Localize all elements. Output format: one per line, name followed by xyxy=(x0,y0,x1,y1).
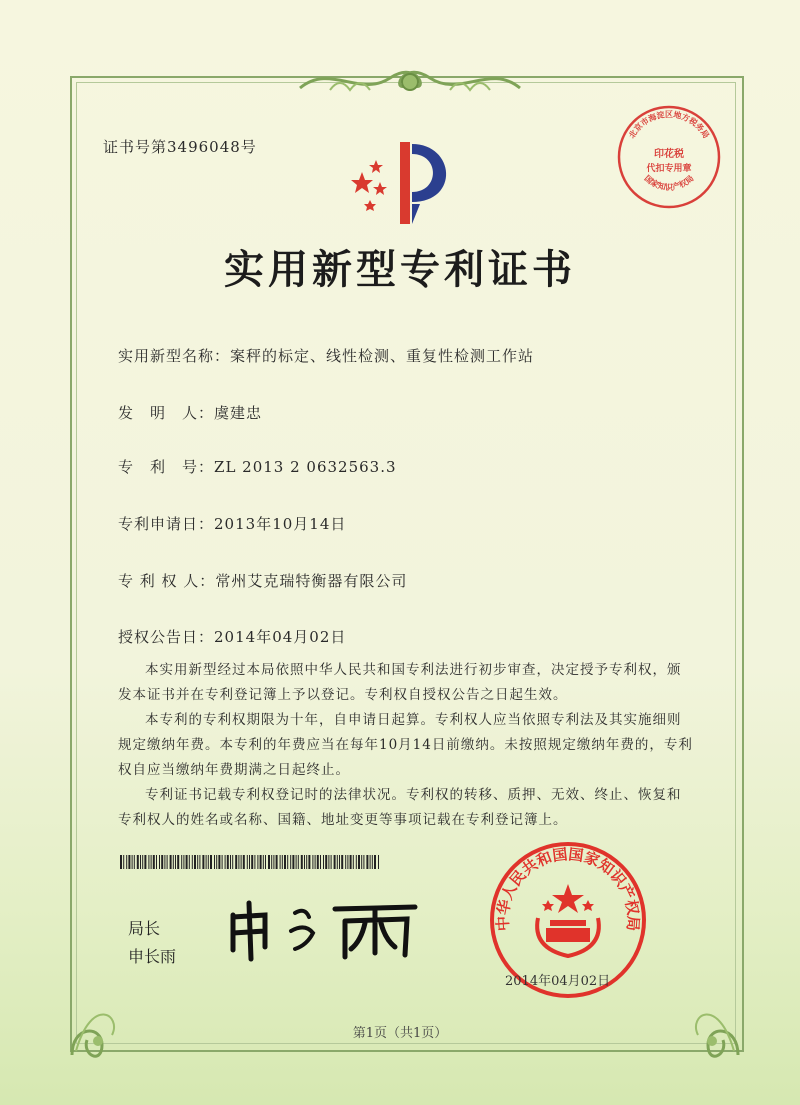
tax-stamp-ring-text: 北京市海淀区地方税务局 xyxy=(627,110,711,140)
field-label: 专利申请日： xyxy=(118,515,215,533)
seal-ring-text: 中华人民共和国国家知识产权局 xyxy=(493,845,643,932)
tax-stamp-line-1: 印花税 xyxy=(654,149,684,160)
tax-stamp xyxy=(614,102,724,212)
field-inventor xyxy=(118,402,262,423)
page-number: 第1页（共1页） xyxy=(352,1026,448,1041)
field-utility-model-name xyxy=(118,345,534,366)
certificate-number: 证书号第3496048号 xyxy=(103,138,257,156)
barcode-icon xyxy=(120,855,380,869)
field-value: 常州艾克瑞特衡器有限公司 xyxy=(215,572,408,590)
certificate-body xyxy=(118,658,693,833)
tax-stamp-bottom-text: 国家知识产权局 xyxy=(642,173,696,192)
field-label: 发 明 人： xyxy=(118,404,215,422)
field-filing-date xyxy=(118,513,346,534)
field-value: 虞建忠 xyxy=(214,404,263,422)
field-value: 案秤的标定、线性检测、重复性检测工作站 xyxy=(230,347,535,365)
body-paragraph: 本专利的专利权期限为十年，自申请日起算。专利权人应当依照专利法及其实施细则规定缴纳年费。本专利的年费应当在每年10月14日前缴纳。未按照规定缴纳年费的，专利权自应当缴纳年费期满之日起终止。 xyxy=(118,712,693,778)
field-value: 2013年10月14日 xyxy=(214,515,347,533)
field-label: 授权公告日： xyxy=(118,628,215,646)
issue-date: 2014年04月02日 xyxy=(505,974,611,989)
field-patentee xyxy=(118,570,407,591)
field-patent-number xyxy=(118,456,397,477)
field-label: 专 利 权 人： xyxy=(118,572,216,590)
national-emblem-icon xyxy=(537,884,599,956)
field-value: 2014年04月02日 xyxy=(214,628,347,646)
field-value: ZL 2013 2 0632563.3 xyxy=(214,458,397,476)
top-ornament-icon xyxy=(290,58,530,104)
patent-office-logo-icon xyxy=(340,132,470,232)
field-grant-date xyxy=(118,626,346,647)
svg-text:北京市海淀区地方税务局 xyxy=(626,109,710,140)
field-label: 专 利 号： xyxy=(118,458,215,476)
body-paragraph: 本实用新型经过本局依照中华人民共和国专利法进行初步审查，决定授予专利权，颁发本证书并在专利登记簿上予以登记。专利权自授权公告之日起生效。 xyxy=(118,662,682,703)
svg-text:国家知识产权局 xyxy=(643,173,696,192)
director-signature xyxy=(225,895,425,965)
tax-stamp-line-2: 代扣专用章 xyxy=(646,164,692,174)
body-paragraph: 专利证书记载专利权登记时的法律状况。专利权的转移、质押、无效、终止、恢复和专利权人的姓名或名称、国籍、地址变更等事项记载在专利登记簿上。 xyxy=(118,787,682,828)
field-label: 实用新型名称： xyxy=(118,347,231,365)
director-title: 局长 xyxy=(128,919,161,938)
director-name: 申长雨 xyxy=(128,947,177,966)
certificate-title: 实用新型专利证书 xyxy=(224,247,576,293)
